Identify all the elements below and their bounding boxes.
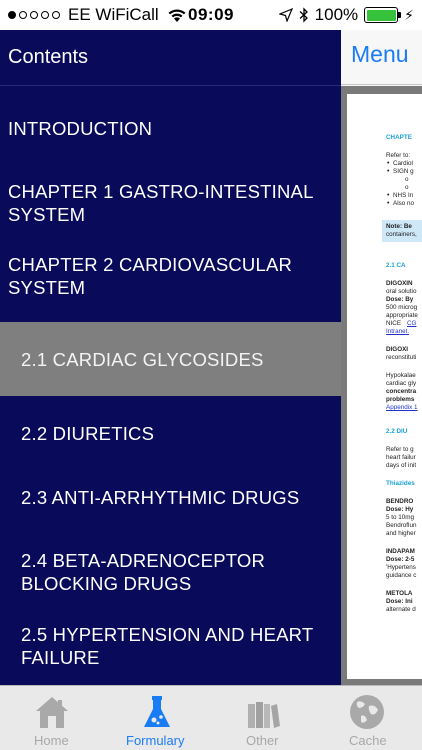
bullet: •	[387, 200, 390, 207]
tab-home[interactable]	[0, 686, 105, 750]
bullet: •	[387, 168, 390, 175]
page-text: and higher	[386, 530, 416, 537]
document-pane	[341, 30, 422, 685]
page-text: INDAPAM	[386, 548, 415, 555]
page-text: 500 microg	[386, 304, 418, 311]
page-text: 2.1 CA	[386, 262, 406, 269]
page-text: Dose: Hy	[386, 506, 414, 513]
page-text: 5 to 10mg	[386, 514, 415, 521]
page-text: containers,	[386, 231, 417, 238]
page-text: Dose: By	[386, 296, 414, 303]
books-icon	[242, 692, 282, 732]
page-text: NICE	[386, 320, 402, 327]
tab-formulary[interactable]	[105, 686, 210, 750]
clock: 09:09	[188, 5, 234, 24]
page-text: NHS In	[393, 192, 414, 199]
page-text: Refer to g	[386, 446, 414, 453]
toc-chapter-2[interactable]: CHAPTER 2 CARDIOVASCULAR SYSTEM	[8, 254, 293, 298]
page-text: heart failur	[386, 454, 416, 461]
home-icon	[32, 692, 72, 732]
page-text: days of init	[386, 462, 417, 469]
page-text: appropriate	[386, 312, 418, 319]
page-text: Refer to:	[386, 152, 411, 159]
tab-cache[interactable]	[315, 686, 420, 750]
page-text: Note: Be	[386, 223, 412, 230]
page-text: concentra	[386, 388, 417, 395]
page-text: reconstituti	[386, 354, 417, 361]
page-text: METOLA	[386, 590, 413, 597]
contents-sidebar	[0, 30, 341, 685]
document-page[interactable]	[347, 94, 422, 679]
page-text: cardiac gly	[386, 380, 417, 387]
tab-other-label: Other	[246, 733, 279, 748]
page-text: alternate d	[386, 606, 416, 613]
toc-diuretics[interactable]: 2.2 DIURETICS	[21, 422, 155, 444]
page-link[interactable]: Intranet.	[386, 328, 410, 335]
battery-icon	[364, 7, 398, 23]
toc-beta-blockers[interactable]: 2.4 BETA-ADRENOCEPTOR BLOCKING DRUGS	[21, 550, 266, 594]
globe-icon	[347, 692, 387, 732]
tab-home-label: Home	[34, 733, 69, 748]
tab-bar	[0, 685, 422, 750]
carrier-name: EE WiFiCall	[68, 5, 159, 24]
page-text: o	[405, 184, 409, 191]
sidebar-divider	[0, 85, 341, 86]
toc-cardiac-glycosides[interactable]: 2.1 CARDIAC GLYCOSIDES	[0, 322, 341, 396]
bluetooth-icon	[299, 7, 309, 23]
location-arrow-icon	[279, 8, 293, 22]
page-text: Dose: 2-5	[386, 556, 415, 563]
page-text: 2.2 DIU	[386, 428, 408, 435]
status-bar	[0, 0, 422, 30]
page-text: DIGOXIN	[386, 280, 413, 287]
page-text: 'Hypertens	[386, 564, 416, 571]
page-text: problems	[386, 396, 415, 403]
toc-hypertension[interactable]: 2.5 HYPERTENSION AND HEART FAILURE	[21, 624, 314, 668]
page-text: Also no	[393, 200, 415, 207]
tab-formulary-label: Formulary	[126, 733, 185, 748]
page-text: BENDRO	[386, 498, 414, 505]
page-text: Hypokalae	[386, 372, 416, 379]
menu-button[interactable]: Menu	[351, 41, 409, 67]
page-text: oral solutio	[386, 288, 417, 295]
page-text: DIGOXI	[386, 346, 409, 353]
tab-other[interactable]	[210, 686, 315, 750]
page-link[interactable]: Appendix 1	[386, 404, 418, 411]
page-link[interactable]: CG	[407, 320, 417, 327]
content-nav-bar	[341, 30, 422, 85]
tab-cache-label: Cache	[349, 733, 387, 748]
page-text: o	[405, 176, 409, 183]
page-text: Dose: Ini	[386, 598, 413, 605]
status-right	[279, 5, 414, 25]
flask-icon	[137, 692, 177, 732]
toc-chapter-1[interactable]: CHAPTER 1 GASTRO-INTESTINAL SYSTEM	[8, 181, 313, 225]
page-text: Bendroflun	[386, 522, 417, 529]
sidebar-title: Contents	[8, 46, 89, 68]
page-text: Cardiol	[393, 160, 413, 167]
toc-introduction[interactable]: INTRODUCTION	[8, 117, 153, 139]
toc-anti-arrhythmic[interactable]: 2.3 ANTI-ARRHYTHMIC DRUGS	[21, 486, 300, 508]
battery-percent: 100%	[314, 5, 359, 24]
page-text: guidance c	[386, 572, 417, 579]
page-text: SIGN g	[393, 168, 414, 175]
page-text: Thiazides	[386, 480, 415, 487]
bullet: •	[387, 192, 390, 199]
bullet: •	[387, 160, 390, 167]
charging-bolt-icon: ⚡	[404, 6, 414, 23]
page-text: CHAPTE	[386, 134, 412, 141]
